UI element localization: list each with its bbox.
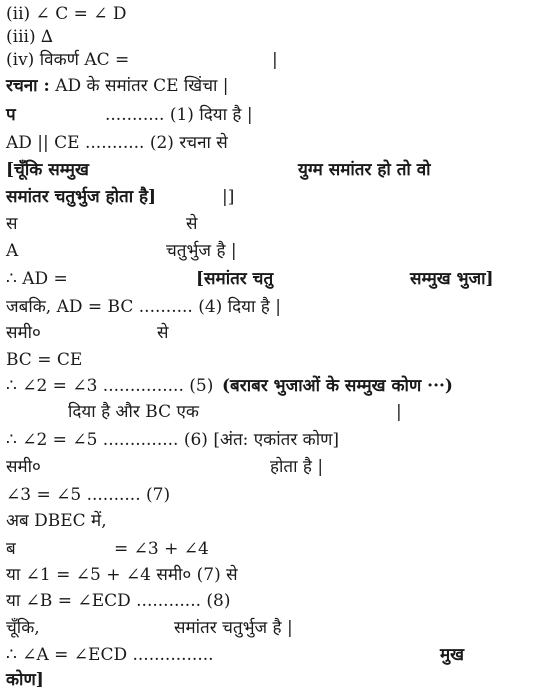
line-7-end bbox=[298, 158, 431, 182]
text-line-24-start: चूँकि, bbox=[6, 618, 40, 638]
text-line-13-end: से bbox=[157, 323, 169, 343]
text-line-26: कोण] bbox=[6, 670, 44, 690]
text-line-9-start: स bbox=[6, 214, 18, 234]
line-15-end bbox=[222, 374, 453, 398]
text-line-17: ∴ ∠2 = ∠5 .............. (6) [अंत: एकांतर कोण] bbox=[6, 430, 340, 450]
line-16-end bbox=[396, 400, 402, 424]
line-8 bbox=[6, 185, 156, 209]
text-line-25-start: ∴ ∠A = ∠ECD ............... bbox=[6, 645, 214, 665]
text-line-16-end: | bbox=[396, 402, 402, 422]
line-15 bbox=[6, 374, 213, 398]
line-22 bbox=[6, 563, 238, 587]
line-12 bbox=[6, 295, 281, 319]
line-3 bbox=[6, 48, 129, 72]
line-11 bbox=[6, 267, 68, 291]
text-line-15-start: ∴ ∠2 = ∠3 ............... (5) bbox=[6, 376, 214, 396]
line-19 bbox=[6, 483, 170, 507]
text-line-13-start: समी० bbox=[6, 323, 41, 343]
line-13 bbox=[6, 321, 41, 345]
line-8-end bbox=[222, 185, 234, 209]
construction-label: रचना : bbox=[6, 76, 50, 96]
text-line-11-start: ∴ AD = bbox=[6, 269, 68, 289]
text-line-12: जबकि, AD = BC .......... (4) दिया है | bbox=[6, 297, 281, 317]
text-line-24-end: समांतर चतुर्भुज है | bbox=[174, 618, 293, 638]
line-13-end bbox=[157, 321, 169, 345]
text-line-7-start: [चूँकि सम्मुख bbox=[6, 160, 89, 180]
text-line-2: (iii) ∆ bbox=[6, 27, 53, 47]
text-line-23: या ∠B = ∠ECD ............ (8) bbox=[6, 591, 231, 611]
line-21 bbox=[6, 537, 16, 561]
line-2 bbox=[6, 25, 53, 49]
text-line-7-end: युग्म समांतर हो तो वो bbox=[298, 160, 431, 180]
line-25-end bbox=[440, 643, 464, 667]
line-11-end bbox=[410, 267, 494, 291]
line-18-end bbox=[270, 455, 323, 479]
text-line-8-end: |] bbox=[222, 187, 235, 207]
text-line-16: दिया है और BC एक bbox=[68, 402, 199, 422]
text-line-3: (iv) विकर्ण AC = bbox=[6, 50, 130, 70]
line-4 bbox=[6, 74, 229, 98]
text-line-22: या ∠1 = ∠5 + ∠4 समी० (7) से bbox=[6, 565, 238, 585]
text-line-3-bar: | bbox=[272, 50, 278, 70]
line-26 bbox=[6, 668, 44, 692]
line-16 bbox=[68, 400, 199, 424]
line-9 bbox=[6, 212, 18, 236]
text-line-6: AD || CE ........... (2) रचना से bbox=[6, 133, 228, 153]
text-line-15-end: (बराबर भुजाओं के सम्मुख कोण ···) bbox=[222, 376, 453, 396]
line-6 bbox=[6, 131, 228, 155]
text-line-5-end: ........... (1) दिया है | bbox=[105, 105, 253, 125]
text-line-4: AD के समांतर CE खिंचा | bbox=[55, 76, 229, 96]
text-line-18-start: समी० bbox=[6, 457, 41, 477]
text-line-9-end: से bbox=[186, 214, 198, 234]
text-line-10-start: A bbox=[6, 241, 19, 261]
line-17 bbox=[6, 428, 339, 452]
line-11-mid bbox=[196, 267, 273, 291]
text-line-25-end: मुख bbox=[440, 645, 465, 665]
line-25 bbox=[6, 643, 214, 667]
text-line-11-mid: [समांतर चतु bbox=[196, 269, 274, 289]
line-7 bbox=[6, 158, 89, 182]
line-5 bbox=[6, 103, 16, 127]
line-5-end bbox=[105, 103, 253, 127]
line-10 bbox=[6, 239, 18, 263]
line-1 bbox=[6, 2, 127, 26]
line-18 bbox=[6, 455, 41, 479]
text-line-21-start: ब bbox=[6, 539, 16, 559]
text-line-11-end: सम्मुख भुजा] bbox=[410, 269, 494, 289]
text-line-18-end: होता है | bbox=[270, 457, 324, 477]
text-line-20: अब DBEC में, bbox=[6, 511, 107, 531]
line-24-end bbox=[174, 616, 293, 640]
line-9-end bbox=[186, 212, 198, 236]
text-line-14: BC = CE bbox=[6, 350, 83, 370]
line-10-end bbox=[166, 239, 237, 263]
line-3-bar bbox=[272, 48, 278, 72]
line-14 bbox=[6, 348, 82, 372]
text-line-5-start: प bbox=[6, 105, 16, 125]
text-line-10-end: चतुर्भुज है | bbox=[166, 241, 237, 261]
line-23 bbox=[6, 589, 230, 613]
text-line-8: समांतर चतुर्भुज होता है] bbox=[6, 187, 157, 207]
text-line-21-end: = ∠3 + ∠4 bbox=[114, 539, 209, 559]
line-20 bbox=[6, 509, 107, 533]
line-24 bbox=[6, 616, 40, 640]
text-line-1: (ii) ∠ C = ∠ D bbox=[6, 4, 127, 24]
text-line-19: ∠3 = ∠5 .......... (7) bbox=[6, 485, 171, 505]
line-21-end bbox=[114, 537, 209, 561]
